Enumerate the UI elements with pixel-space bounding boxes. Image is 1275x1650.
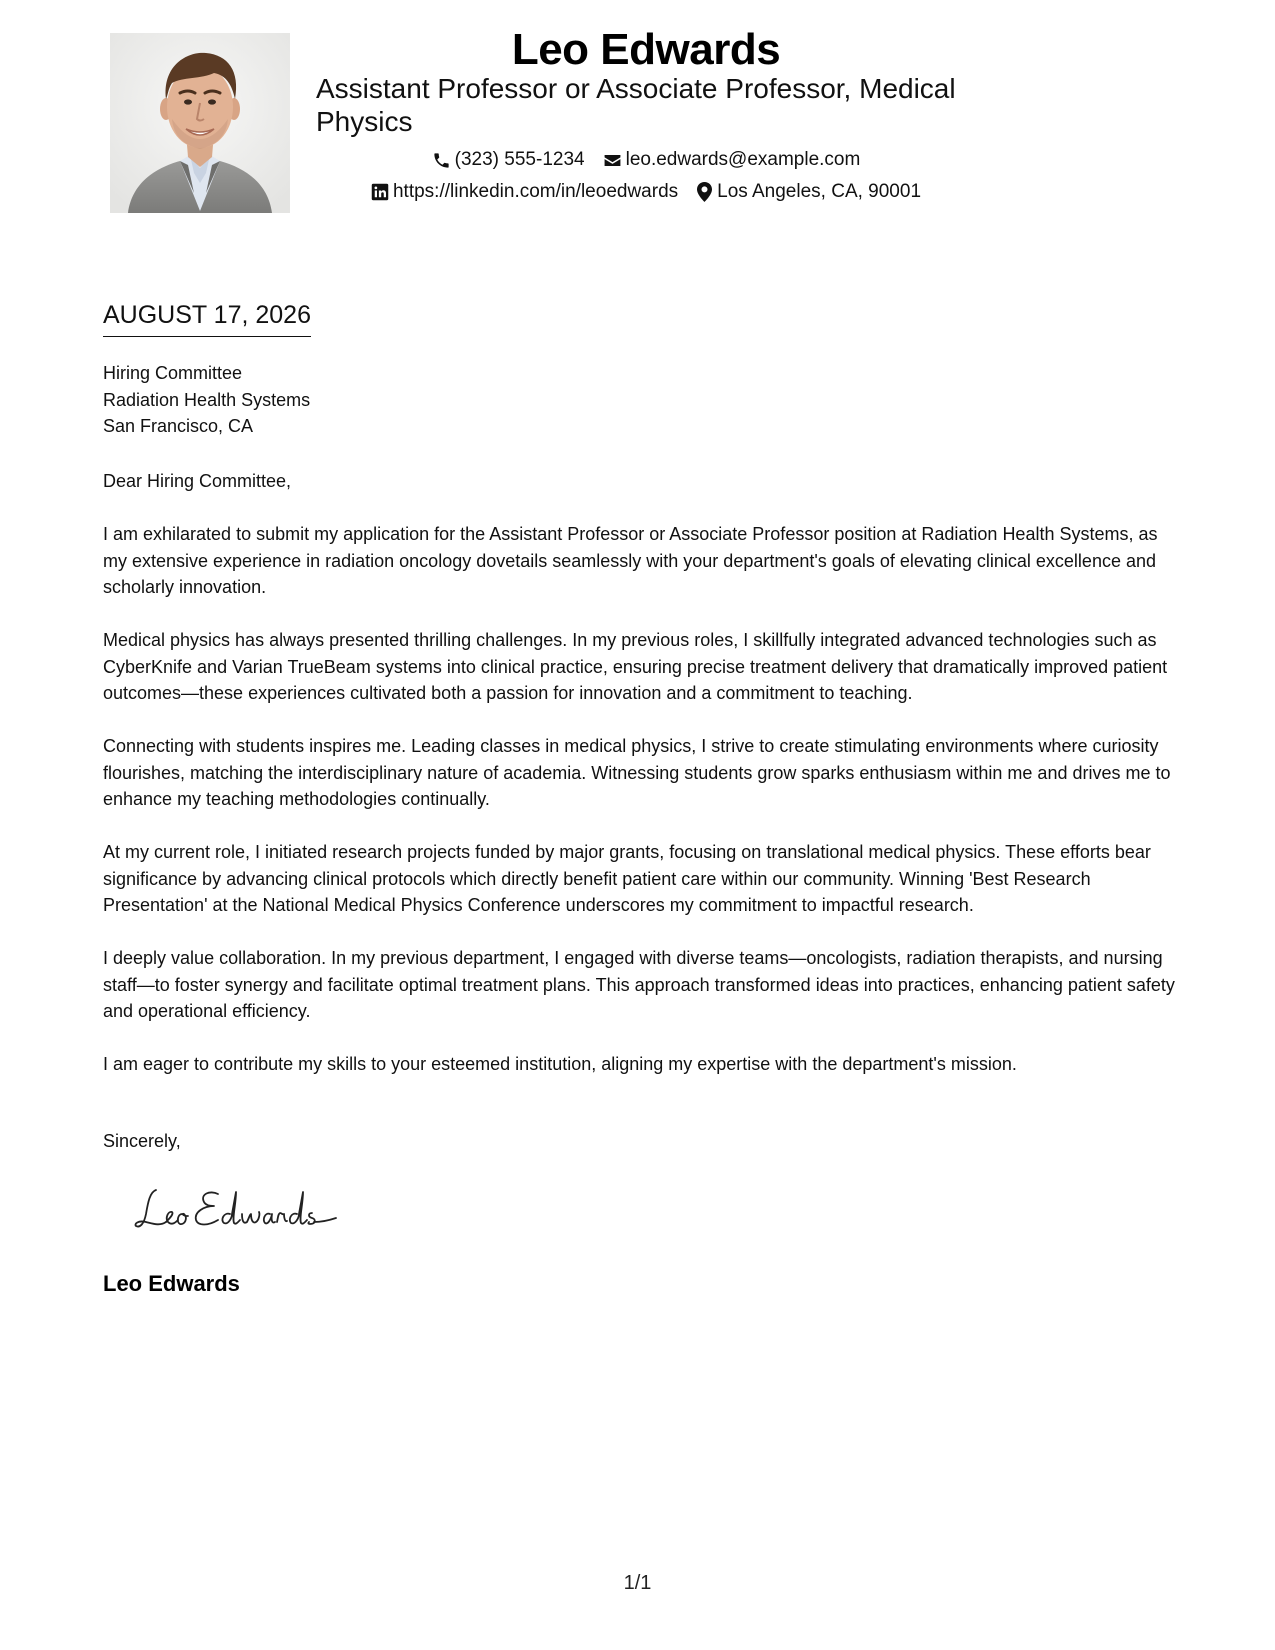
salutation: Dear Hiring Committee, [103, 471, 292, 491]
contact-row-primary [316, 148, 976, 172]
envelope-icon [603, 151, 622, 170]
recipient-address [103, 360, 310, 440]
handwritten-signature [132, 1180, 342, 1240]
body-paragraph: At my current role, I initiated research projects funded by major grants, focusing on translational medical physics. These efforts bear significance by advancing clinical protocols which directly benefit patient care within our community. Winning 'Best Research Presentation' at the National Medical Physics Conference underscores my commitment to impactful research. [103, 842, 1151, 915]
linkedin-contact[interactable] [371, 180, 678, 204]
map-pin-icon [696, 182, 713, 202]
page-number: 1/1 [623, 1572, 652, 1594]
contact-row-secondary [316, 180, 976, 204]
recipient-line: Hiring Committee [103, 363, 243, 383]
job-title-headline: Assistant Professor or Associate Professor, Medical Physics [316, 73, 956, 137]
linkedin-url: https://linkedin.com/in/leoedwards [392, 181, 679, 202]
recipient-line: Radiation Health Systems [103, 389, 311, 410]
closing-phrase: Sincerely, [103, 1131, 181, 1151]
phone-contact[interactable] [432, 148, 585, 172]
linkedin-icon [371, 183, 389, 201]
email-address: leo.edwards@example.com [625, 149, 861, 170]
body-paragraph: Medical physics has always presented thrilling challenges. In my previous roles, I skillfully integrated advanced technologies such as CyberKnife and Varian TrueBeam systems into clinical practice, ensuring precise treatment delivery that dramatically improved patient outcomes—these experiences cultivated both a passion for innovation and a commitment to teaching. [103, 630, 1168, 703]
location-text: Los Angeles, CA, 90001 [717, 181, 922, 202]
profile-photo [110, 33, 290, 213]
body-paragraph: Connecting with students inspires me. Leading classes in medical physics, I strive to create stimulating environments where curiosity flourishes, matching the interdisciplinary nature of academia. Witnessing students grow sparks enthusiasm within me and drives me to enhance my teaching methodologies continually. [103, 736, 1171, 809]
applicant-name: Leo Edwards [511, 25, 781, 74]
email-contact[interactable] [603, 148, 861, 172]
phone-icon [432, 151, 451, 170]
signer-name: Leo Edwards [103, 1271, 240, 1296]
letter-body [103, 468, 1175, 1104]
location-contact [696, 180, 921, 204]
letter-date: AUGUST 17, 2026 [103, 300, 311, 337]
body-paragraph: I am exhilarated to submit my application for the Assistant Professor or Associate Professor position at Radiation Health Systems, as my extensive experience in radiation oncology dovetails seamlessly with your department's goals of elevating clinical excellence and scholarly innovation. [103, 524, 1158, 597]
phone-number: (323) 555-1234 [454, 149, 585, 170]
recipient-line: San Francisco, CA [103, 416, 254, 436]
body-paragraph: I deeply value collaboration. In my previous department, I engaged with diverse teams—oncologists, radiation therapists, and nursing staff—to foster synergy and facilitate optimal treatment plans. This approach transformed ideas into practices, enhancing patient safety and operational efficiency. [103, 948, 1175, 1021]
body-paragraph: I am eager to contribute my skills to your esteemed institution, aligning my expertise with the department's mission. [103, 1054, 1017, 1074]
